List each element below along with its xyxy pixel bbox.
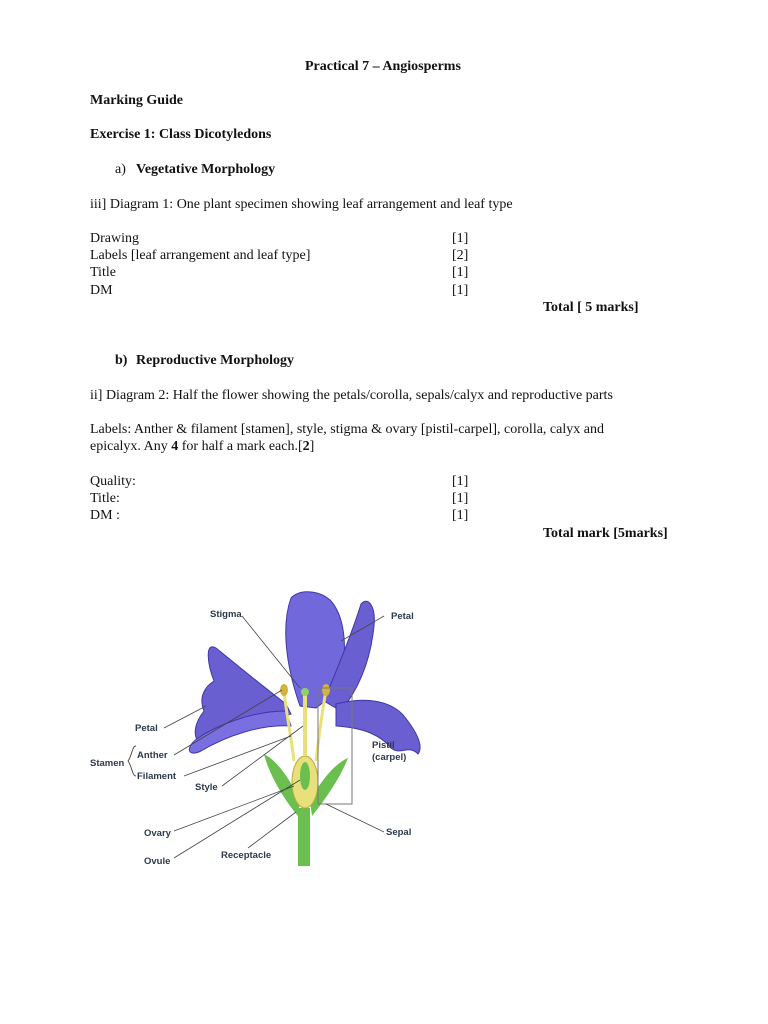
section-b-total: Total mark [5marks] bbox=[543, 526, 668, 541]
leader-ovule bbox=[174, 780, 300, 858]
anther bbox=[280, 684, 288, 696]
mark-row-label: Quality: bbox=[90, 474, 136, 489]
mark-row bbox=[90, 473, 650, 490]
labels-line-2-text: for half a mark each.[ bbox=[178, 439, 303, 454]
flower-diagram bbox=[86, 586, 432, 874]
section-a-heading: Vegetative Morphology bbox=[136, 162, 276, 177]
page-title: Practical 7 – Angiosperms bbox=[305, 59, 461, 74]
label-pistil: Pistil bbox=[372, 740, 395, 751]
diagram-2-description: ii] Diagram 2: Half the flower showing the petals/corolla, sepals/calyx and reproductive parts bbox=[90, 388, 613, 403]
mark-row-label: DM : bbox=[90, 508, 120, 523]
mark-row bbox=[90, 507, 650, 524]
mark-row bbox=[90, 264, 650, 281]
mark-row-label: Title: bbox=[90, 491, 120, 506]
label-petal-top: Petal bbox=[391, 611, 414, 622]
mark-row-label: DM bbox=[90, 283, 113, 298]
label-receptacle: Receptacle bbox=[221, 850, 272, 861]
mark-value: [1] bbox=[452, 508, 469, 523]
mark-value: [1] bbox=[452, 491, 469, 506]
section-b-heading: Reproductive Morphology bbox=[136, 353, 295, 368]
mark-row-label: Title bbox=[90, 265, 116, 280]
stigma bbox=[301, 688, 309, 696]
label-stamen: Stamen bbox=[90, 758, 125, 769]
labels-line-2 bbox=[90, 438, 314, 455]
labels-line-1: Labels: Anther & filament [stamen], style, stigma & ovary [pistil-carpel], corolla, calyx and bbox=[90, 422, 604, 437]
labels-count: 4 bbox=[171, 439, 179, 454]
mark-value: [2] bbox=[452, 248, 469, 263]
label-petal-left: Petal bbox=[135, 723, 158, 734]
mark-value: [1] bbox=[452, 265, 469, 280]
mark-row bbox=[90, 247, 650, 264]
section-a-total: Total [ 5 marks] bbox=[543, 300, 639, 315]
anther bbox=[322, 684, 330, 696]
labels-line-2-text: ] bbox=[309, 439, 315, 454]
stamen-brace bbox=[128, 746, 136, 776]
label-filament: Filament bbox=[137, 771, 177, 782]
mark-row bbox=[90, 490, 650, 507]
mark-row bbox=[90, 282, 650, 299]
label-ovule: Ovule bbox=[144, 856, 171, 867]
ovule bbox=[300, 762, 310, 790]
mark-row-label: Labels [leaf arrangement and leaf type] bbox=[90, 248, 311, 263]
labels-marks: 2 bbox=[302, 439, 310, 454]
label-stigma: Stigma bbox=[210, 609, 242, 620]
leader-ovary bbox=[174, 786, 294, 831]
diagram-1-description: iii] Diagram 1: One plant specimen showing leaf arrangement and leaf type bbox=[90, 197, 513, 212]
label-style: Style bbox=[195, 782, 218, 793]
exercise-heading: Exercise 1: Class Dicotyledons bbox=[90, 127, 272, 142]
mark-row-label: Drawing bbox=[90, 231, 139, 246]
marking-guide-heading: Marking Guide bbox=[90, 93, 183, 108]
leader-sepal bbox=[326, 804, 384, 832]
leader-receptacle bbox=[248, 812, 296, 848]
label-carpel: (carpel) bbox=[372, 752, 407, 763]
mark-value: [1] bbox=[452, 474, 469, 489]
section-b-label: b) bbox=[115, 353, 128, 368]
mark-value: [1] bbox=[452, 283, 469, 298]
label-ovary: Ovary bbox=[144, 828, 171, 839]
label-anther: Anther bbox=[137, 750, 168, 761]
labels-line-2-text: epicalyx. Any bbox=[90, 439, 172, 454]
label-sepal: Sepal bbox=[386, 827, 412, 838]
mark-row bbox=[90, 230, 650, 247]
stem bbox=[298, 808, 310, 866]
mark-value: [1] bbox=[452, 231, 469, 246]
section-a-label: a) bbox=[115, 162, 126, 177]
